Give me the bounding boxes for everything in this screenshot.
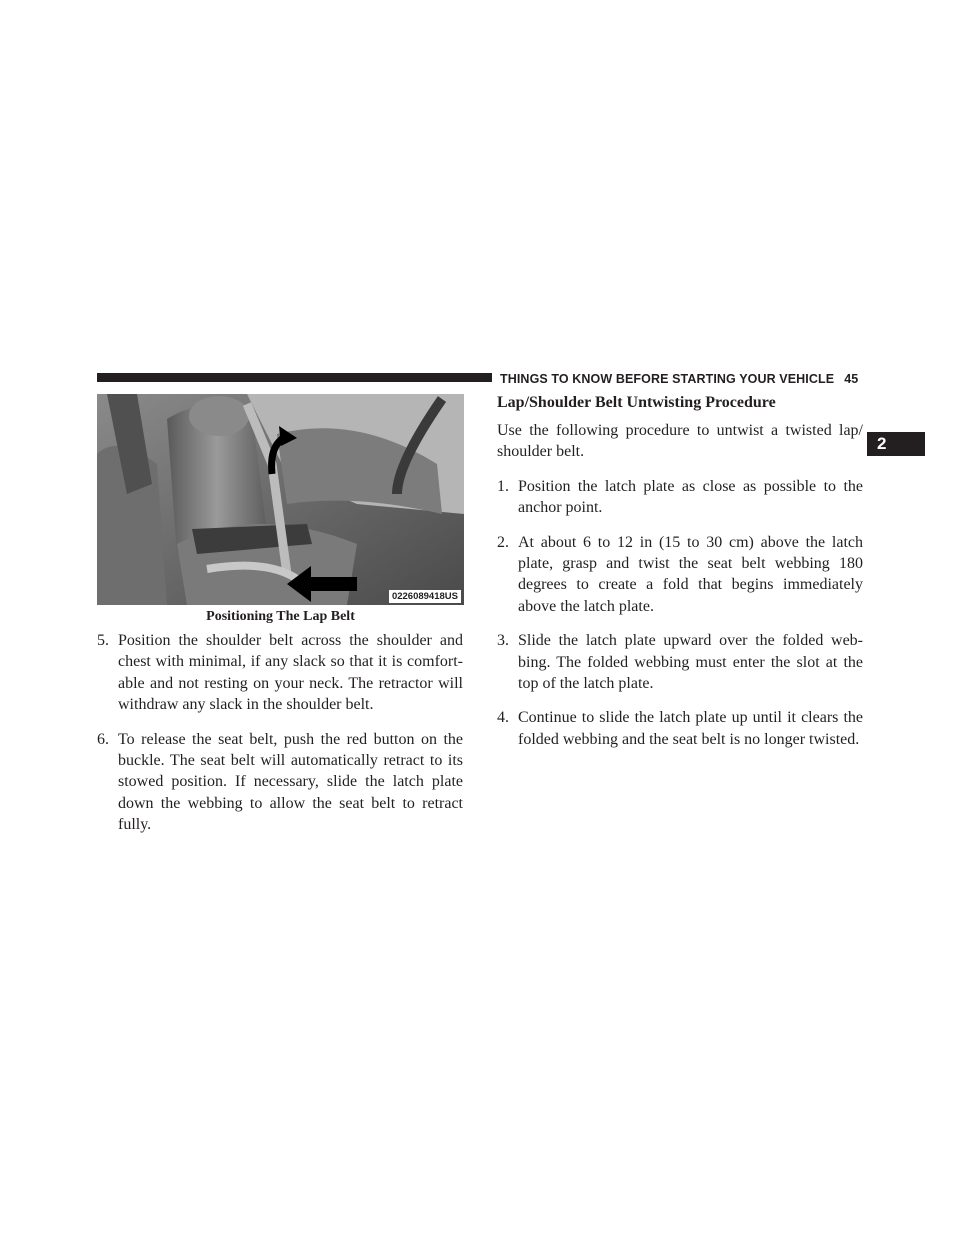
intro-paragraph: Use the following procedure to untwist a twisted lap/ shoulder belt. xyxy=(497,422,863,461)
chapter-tab: 2 xyxy=(867,432,925,456)
item-text: Continue to slide the latch plate up until it clears the folded webbing and the seat belt is no longer twisted. xyxy=(518,709,863,748)
running-head xyxy=(500,370,864,388)
section-heading: Lap/Shoulder Belt Untwisting Procedure xyxy=(497,394,776,411)
item-number: 1. xyxy=(497,477,509,495)
item-number: 2. xyxy=(497,533,509,551)
list-item xyxy=(497,476,863,519)
item-text: Position the latch plate as close as possible to the anchor point. xyxy=(518,477,863,517)
list-item xyxy=(497,707,863,750)
header-rule xyxy=(97,373,492,382)
item-text: To release the seat belt, push the red button on the buckle. The seat belt will automatically retract to its stowed position. If necessary, slide the latch plate down the webbing to allow the seat belt to retract fully. xyxy=(118,730,463,834)
lap-belt-illustration xyxy=(97,394,464,605)
item-number: 5. xyxy=(97,632,109,649)
seat-illustration xyxy=(97,394,464,605)
item-number: 6. xyxy=(97,730,109,748)
figure-caption: Positioning The Lap Belt xyxy=(206,609,355,624)
item-text: Position the shoulder belt across the shoulder and chest with minimal, if any slack so that it is comfort-able and not resting on your neck. The retractor will withdraw any slack in the shoulder belt. xyxy=(118,632,463,714)
right-column xyxy=(497,392,863,763)
item-number: 4. xyxy=(497,709,509,727)
list-item xyxy=(97,630,463,716)
page-number: 45 xyxy=(844,372,859,386)
list-item xyxy=(97,729,463,836)
list-item xyxy=(497,630,863,694)
item-number: 3. xyxy=(497,632,509,650)
figure-code: 0226089418US xyxy=(389,590,461,603)
left-column xyxy=(97,630,463,849)
list-item xyxy=(497,532,863,618)
running-title: THINGS TO KNOW BEFORE STARTING YOUR VEHICLE xyxy=(500,372,835,386)
item-text: Slide the latch plate upward over the folded web-bing. The folded webbing must enter the slot at the top of the latch plate. xyxy=(518,632,863,693)
item-text: At about 6 to 12 in (15 to 30 cm) above the latch plate, grasp and twist the seat belt webbing 180 degrees to create a fold that begins immediately above the latch plate. xyxy=(518,533,863,615)
